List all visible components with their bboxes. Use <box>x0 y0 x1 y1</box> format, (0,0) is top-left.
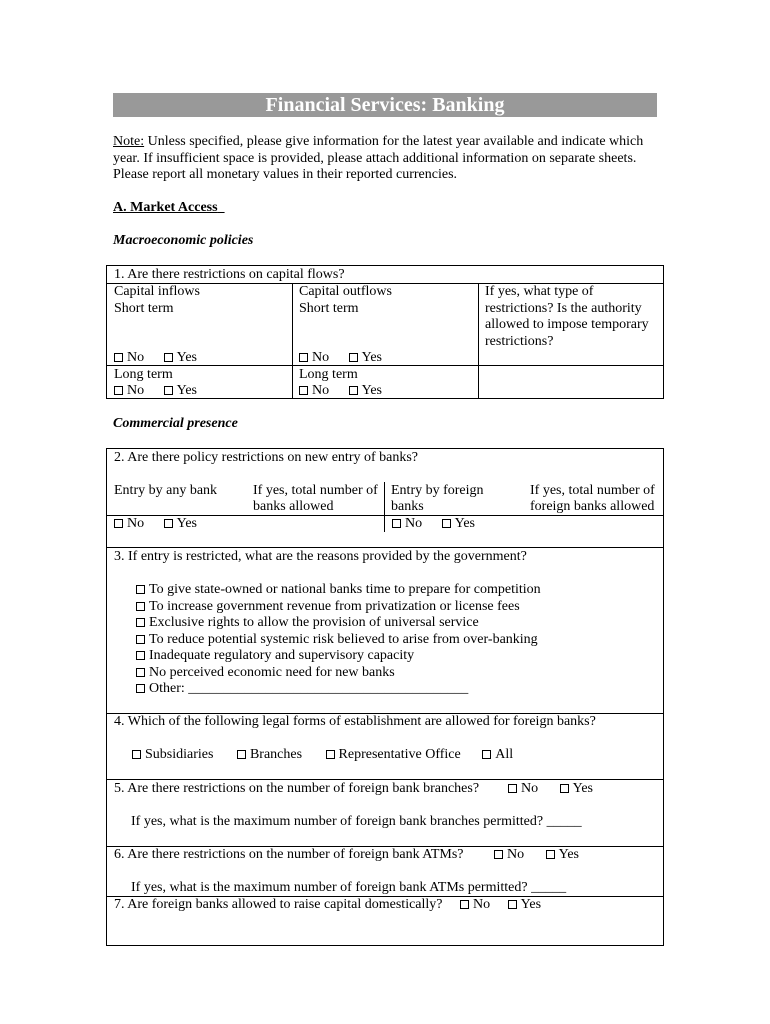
q5-options <box>508 781 593 798</box>
q5-followup: If yes, what is the maximum number of foreign bank branches permitted? _____ <box>131 814 582 829</box>
q1-ifyes-line-1: If yes, what type of <box>485 284 594 299</box>
checkbox-icon[interactable] <box>136 635 145 644</box>
q2-q7-table <box>106 448 664 946</box>
page-title: Financial Services: Banking <box>113 93 657 117</box>
q1-ifyes-line-4: restrictions? <box>485 334 554 349</box>
checkbox-icon[interactable] <box>136 618 145 627</box>
q3-option[interactable]: To reduce potential systemic risk believed to arise from over-banking <box>136 632 538 649</box>
q1-outflows-short-label: Short term <box>299 301 359 316</box>
q4-option-all[interactable]: All <box>482 747 513 764</box>
q1-outflows-long-options <box>299 383 382 400</box>
checkbox-icon[interactable] <box>442 519 451 528</box>
q4-question: 4. Which of the following legal forms of establishment are allowed for foreign banks? <box>114 714 596 729</box>
checkbox-icon[interactable] <box>482 750 491 759</box>
checkbox-icon[interactable] <box>114 353 123 362</box>
checkbox-icon[interactable] <box>164 519 173 528</box>
q1-inflows-short-options <box>114 350 197 367</box>
checkbox-icon[interactable] <box>326 750 335 759</box>
q1-outflows-long-no[interactable]: No <box>299 383 329 400</box>
note-line-3: Please report all monetary values in their reported currencies. <box>113 167 458 182</box>
checkbox-icon[interactable] <box>136 668 145 677</box>
q2-question: 2. Are there policy restrictions on new entry of banks? <box>114 450 419 465</box>
q6-yes[interactable]: Yes <box>546 847 579 864</box>
q5-no[interactable]: No <box>508 781 538 798</box>
q1-table <box>106 265 664 399</box>
checkbox-icon[interactable] <box>349 353 358 362</box>
q6-followup: If yes, what is the maximum number of foreign bank ATMs permitted? _____ <box>131 880 567 895</box>
q1-ifyes-line-2: restrictions? Is the authority <box>485 301 642 316</box>
q3-option[interactable]: To give state-owned or national banks time to prepare for competition <box>136 582 541 599</box>
checkbox-icon[interactable] <box>114 386 123 395</box>
q7-no[interactable]: No <box>460 897 490 914</box>
q1-outflows-short-options <box>299 350 382 367</box>
q2-total-foreign-line-2: foreign banks allowed <box>530 499 655 514</box>
checkbox-icon[interactable] <box>494 850 503 859</box>
q3-option[interactable]: To increase government revenue from privatization or license fees <box>136 599 520 616</box>
q3-option[interactable]: No perceived economic need for new banks <box>136 665 395 682</box>
q6-question: 6. Are there restrictions on the number of foreign bank ATMs? <box>114 847 464 862</box>
q2-entry-foreign-options <box>392 516 475 533</box>
q2-total-line-2: banks allowed <box>253 499 334 514</box>
q6-no[interactable]: No <box>494 847 524 864</box>
checkbox-icon[interactable] <box>132 750 141 759</box>
note-line-1: Unless specified, please give information for the latest year available and indicate which <box>144 134 644 149</box>
q7-yes[interactable]: Yes <box>508 897 541 914</box>
q6-options <box>494 847 579 864</box>
q2-entry-any-yes[interactable]: Yes <box>164 516 197 533</box>
q1-ifyes-line-3: allowed to impose temporary <box>485 317 649 332</box>
q2-entry-foreign-no[interactable]: No <box>392 516 422 533</box>
q1-outflows-long-yes[interactable]: Yes <box>349 383 382 400</box>
checkbox-icon[interactable] <box>460 900 469 909</box>
checkbox-icon[interactable] <box>349 386 358 395</box>
checkbox-icon[interactable] <box>164 353 173 362</box>
checkbox-icon[interactable] <box>508 784 517 793</box>
checkbox-icon[interactable] <box>392 519 401 528</box>
q3-option[interactable]: Inadequate regulatory and supervisory capacity <box>136 648 414 665</box>
q2-total-foreign-line-1: If yes, total number of <box>530 483 655 498</box>
note-paragraph <box>113 134 658 184</box>
q1-inflows-long-options <box>114 383 197 400</box>
checkbox-icon[interactable] <box>136 651 145 660</box>
q1-outflows-long-label: Long term <box>299 367 358 382</box>
note-label: Note: <box>113 134 145 149</box>
checkbox-icon[interactable] <box>114 519 123 528</box>
q1-outflows-short-yes[interactable]: Yes <box>349 350 382 367</box>
q1-inflows-label: Capital inflows <box>114 284 200 299</box>
q4-option-representative-office[interactable]: Representative Office <box>326 747 461 764</box>
q2-entry-any-label: Entry by any bank <box>114 483 218 498</box>
checkbox-icon[interactable] <box>136 684 145 693</box>
checkbox-icon[interactable] <box>299 386 308 395</box>
checkbox-icon[interactable] <box>299 353 308 362</box>
q5-question: 5. Are there restrictions on the number of foreign bank branches? <box>114 781 480 796</box>
commercial-heading: Commercial presence <box>113 416 238 431</box>
section-a-heading: A. Market Access <box>113 200 218 215</box>
q1-inflows-short-no[interactable]: No <box>114 350 144 367</box>
q2-entry-foreign-line-2: banks <box>391 499 424 514</box>
q4-option-branches[interactable]: Branches <box>237 747 302 764</box>
checkbox-icon[interactable] <box>546 850 555 859</box>
q1-inflows-long-yes[interactable]: Yes <box>164 383 197 400</box>
q7-question: 7. Are foreign banks allowed to raise capital domestically? No Yes <box>114 897 542 912</box>
checkbox-icon[interactable] <box>136 602 145 611</box>
q4-option-subsidiaries[interactable]: Subsidiaries <box>132 747 213 764</box>
note-line-2: year. If insufficient space is provided, please attach additional information on separate sheets. <box>113 150 637 166</box>
q1-inflows-short-label: Short term <box>114 301 174 316</box>
q1-inflows-short-yes[interactable]: Yes <box>164 350 197 367</box>
checkbox-icon[interactable] <box>237 750 246 759</box>
checkbox-icon[interactable] <box>136 585 145 594</box>
checkbox-icon[interactable] <box>508 900 517 909</box>
checkbox-icon[interactable] <box>560 784 569 793</box>
q3-question: 3. If entry is restricted, what are the reasons provided by the government? <box>114 549 527 564</box>
q1-inflows-long-no[interactable]: No <box>114 383 144 400</box>
q2-entry-any-options <box>114 516 197 533</box>
q2-entry-foreign-yes[interactable]: Yes <box>442 516 475 533</box>
q5-yes[interactable]: Yes <box>560 781 593 798</box>
q3-option[interactable]: Exclusive rights to allow the provision of universal service <box>136 615 479 632</box>
q4-options <box>132 747 513 764</box>
q2-entry-any-no[interactable]: No <box>114 516 144 533</box>
q1-outflows-label: Capital outflows <box>299 284 392 299</box>
macro-heading: Macroeconomic policies <box>113 233 254 248</box>
q3-option-other[interactable]: Other: ________________________________________ <box>136 681 468 698</box>
q1-outflows-short-no[interactable]: No <box>299 350 329 367</box>
q1-inflows-long-label: Long term <box>114 367 173 382</box>
q2-entry-foreign-line-1: Entry by foreign <box>391 483 484 498</box>
q2-total-line-1: If yes, total number of <box>253 483 378 498</box>
checkbox-icon[interactable] <box>164 386 173 395</box>
q1-question: 1. Are there restrictions on capital flows? <box>114 267 345 282</box>
